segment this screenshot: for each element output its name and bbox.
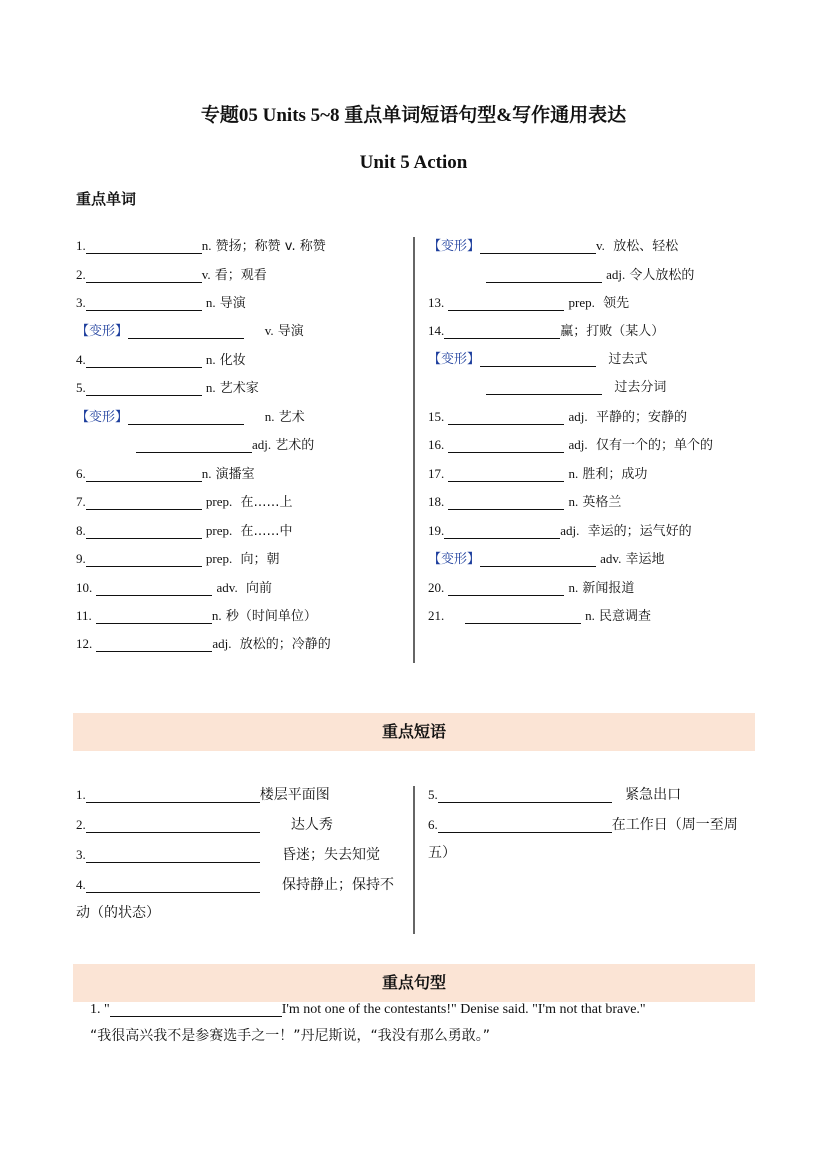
sentences-section-header <box>73 964 755 1002</box>
answer-blank[interactable] <box>86 788 260 803</box>
part-of-speech: n. <box>264 409 275 424</box>
part-of-speech: adj. <box>560 523 580 538</box>
meaning: 平静的；安静的 <box>595 410 687 425</box>
answer-blank[interactable] <box>86 552 202 567</box>
vocab-item <box>428 464 647 484</box>
sentence-translation <box>90 1026 490 1047</box>
vocab-item <box>76 549 280 569</box>
column-divider <box>413 786 415 934</box>
sentences-section-title: 重点句型 <box>381 973 446 992</box>
meaning: 艺术的 <box>275 438 315 453</box>
meaning: 在工作日（周一至周 <box>611 817 738 833</box>
vocab-item <box>76 634 331 654</box>
vocab-item <box>428 521 692 541</box>
meaning: 英格兰 <box>582 495 622 510</box>
answer-blank[interactable] <box>128 410 244 425</box>
sentence-english: I'm not one of the contestants!" Denise said. "I'm not that brave." <box>281 1002 646 1017</box>
variant-tag: 【变形】 <box>428 552 481 567</box>
item-number: 19. <box>428 523 445 538</box>
phrase-item <box>76 845 380 865</box>
vocab-item <box>76 293 246 313</box>
item-number: 12. <box>76 636 93 651</box>
answer-blank[interactable] <box>486 268 602 283</box>
item-number: 14. <box>428 323 445 338</box>
part-of-speech: n. <box>201 238 212 253</box>
meaning: 幸运地 <box>625 552 665 567</box>
item-number: 17. <box>428 466 445 481</box>
meaning: 向；朝 <box>240 552 280 567</box>
item-number: 4. <box>76 352 86 367</box>
answer-blank[interactable] <box>480 552 596 567</box>
part-of-speech: n. <box>568 580 579 595</box>
document-title: 专题05 Units 5~8 重点单词短语句型&写作通用表达 <box>200 105 627 126</box>
item-number: 5. <box>76 380 86 395</box>
item-number: 6. <box>76 466 86 481</box>
vocab-item <box>428 549 665 569</box>
item-number: 1. <box>76 238 86 253</box>
vocab-item <box>136 435 314 455</box>
vocab-item <box>76 350 246 370</box>
item-number: 2. <box>76 267 86 282</box>
phrase-item <box>76 875 394 895</box>
part-of-speech: adj. <box>252 437 272 452</box>
answer-blank[interactable] <box>480 239 596 254</box>
part-of-speech: v. <box>201 267 211 282</box>
phrase-item <box>428 815 738 835</box>
answer-blank[interactable] <box>448 438 564 453</box>
part-of-speech: prep. <box>205 523 233 538</box>
item-number: 15. <box>428 409 445 424</box>
vocab-item <box>76 378 259 398</box>
part-of-speech: n. <box>205 352 216 367</box>
meaning: 导演 <box>277 324 304 339</box>
vocab-item <box>76 236 326 256</box>
meaning: 昏迷；失去知觉 <box>282 847 381 863</box>
item-number: 8. <box>76 523 86 538</box>
variant-tag: 【变形】 <box>76 410 129 425</box>
answer-blank[interactable] <box>96 581 212 596</box>
meaning: 放松的；冷静的 <box>239 637 331 652</box>
answer-blank[interactable] <box>86 495 202 510</box>
answer-blank[interactable] <box>86 818 260 833</box>
vocab-item <box>76 321 304 341</box>
answer-blank[interactable] <box>448 296 564 311</box>
item-number: 11. <box>76 608 92 623</box>
meaning: 看；观看 <box>214 268 267 283</box>
meaning: 赞扬；称赞 v. 称赞 <box>215 239 326 254</box>
part-of-speech: adj. <box>212 636 232 651</box>
part-of-speech: n. <box>585 608 595 623</box>
item-number: 1. " <box>90 1002 110 1017</box>
vocab-item <box>428 321 664 341</box>
meaning: 保持静止；保持不 <box>282 877 395 893</box>
vocab-item <box>76 606 317 626</box>
meaning: 秒（时间单位） <box>225 609 317 624</box>
item-number: 1. <box>76 787 86 802</box>
meaning: 楼层平面图 <box>259 787 330 803</box>
meaning: 新闻报道 <box>582 581 635 596</box>
vocab-item <box>428 492 621 512</box>
phrase-item <box>428 785 681 805</box>
answer-blank[interactable] <box>86 878 260 893</box>
answer-blank[interactable] <box>86 467 202 482</box>
answer-blank[interactable] <box>465 609 581 624</box>
part-of-speech: v. <box>596 238 605 253</box>
answer-blank[interactable] <box>448 410 564 425</box>
item-number: 16. <box>428 437 445 452</box>
part-of-speech: prep. <box>568 295 595 310</box>
vocab-section-label: 重点单词 <box>76 190 137 208</box>
meaning: 化妆 <box>219 353 246 368</box>
vocab-item <box>486 265 694 285</box>
part-of-speech: n. <box>568 494 579 509</box>
vocab-item <box>76 265 267 285</box>
meaning: 令人放松的 <box>629 268 695 283</box>
answer-blank[interactable] <box>86 239 202 254</box>
meaning: 放松、轻松 <box>613 239 679 254</box>
answer-blank[interactable] <box>444 524 560 539</box>
vocab-item <box>76 464 255 484</box>
meaning: 艺术家 <box>219 381 259 396</box>
part-of-speech: v. <box>264 323 274 338</box>
meaning: 领先 <box>603 296 630 311</box>
vocab-item <box>428 293 629 313</box>
part-of-speech: n. <box>205 380 216 395</box>
variant-tag: 【变形】 <box>428 239 481 254</box>
item-number: 3. <box>76 295 86 310</box>
part-of-speech: prep. <box>205 551 233 566</box>
item-number: 3. <box>76 847 86 862</box>
answer-blank[interactable] <box>438 788 612 803</box>
vocab-item <box>428 435 713 455</box>
phrase-item-continuation: 动（的状态） <box>76 905 160 921</box>
answer-blank[interactable] <box>136 438 252 453</box>
item-number: 20. <box>428 580 445 595</box>
item-number: 10. <box>76 580 93 595</box>
phrase-item <box>76 815 333 835</box>
phrase-item-continuation: 五） <box>428 845 456 861</box>
item-number: 21. <box>428 608 445 623</box>
answer-blank[interactable] <box>448 467 564 482</box>
variant-tag: 【变形】 <box>428 352 481 367</box>
item-number: 6. <box>428 817 438 832</box>
meaning: 导演 <box>219 296 246 311</box>
vocab-item <box>76 407 305 427</box>
part-of-speech: n. <box>205 295 216 310</box>
answer-blank[interactable] <box>86 848 260 863</box>
answer-blank[interactable] <box>438 818 612 833</box>
answer-blank[interactable] <box>86 381 202 396</box>
sentence-item <box>90 1000 646 1020</box>
part-of-speech: prep. <box>205 494 233 509</box>
meaning: 演播室 <box>215 467 255 482</box>
item-number: 5. <box>428 787 438 802</box>
answer-blank[interactable] <box>86 524 202 539</box>
meaning: 赢；打败（某人） <box>560 324 665 339</box>
vocab-item <box>428 350 647 370</box>
meaning: 幸运的；运气好的 <box>587 524 692 539</box>
part-of-speech: adj. <box>568 437 588 452</box>
sentence-chinese: “我很高兴我不是参赛选手之一！”丹尼斯说，“我没有那么勇敢。” <box>90 1028 491 1044</box>
part-of-speech: n. <box>211 608 222 623</box>
meaning: 在……中 <box>240 524 293 539</box>
vocab-item <box>428 578 634 598</box>
meaning: 紧急出口 <box>625 787 682 803</box>
column-divider <box>413 237 415 663</box>
answer-blank[interactable] <box>480 352 596 367</box>
answer-blank[interactable] <box>86 353 202 368</box>
item-number: 2. <box>76 817 86 832</box>
vocab-item <box>428 606 651 626</box>
item-number: 4. <box>76 877 86 892</box>
part-of-speech: n. <box>568 466 579 481</box>
meaning: 艺术 <box>278 410 305 425</box>
answer-blank[interactable] <box>448 581 564 596</box>
vocab-item <box>428 407 687 427</box>
part-of-speech: n. <box>201 466 212 481</box>
meaning: 在……上 <box>240 495 293 510</box>
answer-blank[interactable] <box>96 609 212 624</box>
answer-blank[interactable] <box>86 268 202 283</box>
vocab-item <box>486 378 666 398</box>
phrase-item <box>76 785 330 805</box>
answer-blank[interactable] <box>128 324 244 339</box>
part-of-speech: adj. <box>606 267 626 282</box>
vocab-item <box>76 578 272 598</box>
part-of-speech: adv. <box>600 551 622 566</box>
answer-blank[interactable] <box>110 1002 282 1017</box>
item-number: 13. <box>428 295 445 310</box>
answer-blank[interactable] <box>444 324 560 339</box>
meaning: 仅有一个的；单个的 <box>595 438 713 453</box>
part-of-speech: adv. <box>216 580 238 595</box>
unit-title: Unit 5 Action <box>359 152 468 173</box>
meaning: 胜利；成功 <box>582 467 648 482</box>
meaning: 达人秀 <box>290 817 333 833</box>
vocab-item <box>76 492 293 512</box>
item-number: 18. <box>428 494 445 509</box>
phrases-section-title: 重点短语 <box>381 722 446 741</box>
item-number: 7. <box>76 494 86 509</box>
meaning: 民意调查 <box>598 609 651 624</box>
variant-tag: 【变形】 <box>76 324 129 339</box>
vocab-item <box>428 236 678 256</box>
answer-blank[interactable] <box>96 637 212 652</box>
answer-blank[interactable] <box>486 380 602 395</box>
phrases-section-header <box>73 713 755 751</box>
meaning: 过去式 <box>608 352 648 367</box>
answer-blank[interactable] <box>86 296 202 311</box>
vocab-item <box>76 521 293 541</box>
meaning: 过去分词 <box>614 380 667 395</box>
meaning: 向前 <box>245 581 272 596</box>
answer-blank[interactable] <box>448 495 564 510</box>
part-of-speech: adj. <box>568 409 588 424</box>
item-number: 9. <box>76 551 86 566</box>
